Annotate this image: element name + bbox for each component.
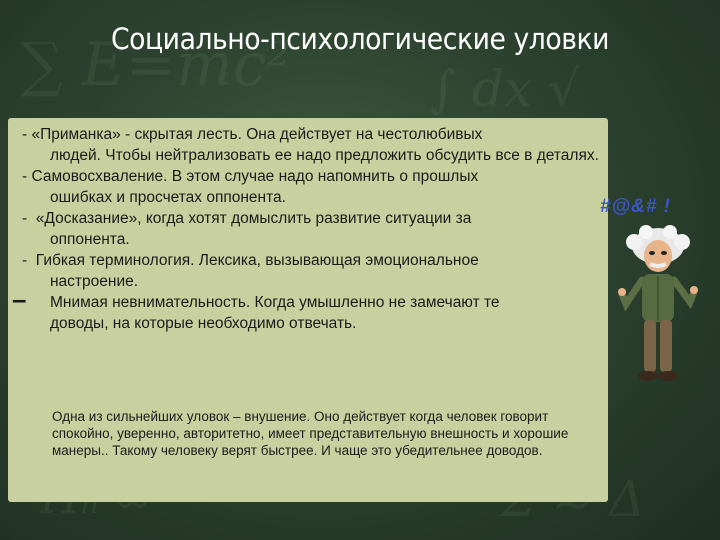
bullet-first-line: Самовосхваление. В этом случае надо напомнить о прошлых [31,168,479,185]
bullet-dash: - [22,168,28,185]
bullet-continuation: людей. Чтобы нейтрализовать ее надо предложить обсудить все в деталях. [50,147,599,164]
note-paragraph: Одна из сильнейших уловок – внушение. Оно действует когда человек говорит спокойно, уверенно, авторитетно, имеет представительную внешность и хорошие манеры.. Такому человеку верят быстрее. И чаще это убедительнее доводов. [52,409,569,458]
chalk-scribble: Δ [609,470,646,528]
bullet-first-line: «Приманка» - скрытая лесть. Она действует на честолюбивых [31,126,483,143]
bullet-dash: - [22,126,28,143]
einstein-cartoon-icon [618,222,698,392]
chalk-scribble: ∑ E=mc² [20,30,291,100]
bullet-dash: - [22,210,28,227]
bullet-dash: – [12,284,27,314]
bullet-continuation: настроение. [50,273,139,290]
bullet-item [12,166,622,208]
bullet-item [12,124,622,166]
slide-title: Социально-психологические уловки [110,22,610,56]
bullet-dash: - [22,252,28,269]
bullet-first-line: Гибкая терминология. Лексика, вызывающая эмоциональное [35,252,479,269]
chalk-scribble: ∫ dx √ [430,60,580,118]
bullet-item [12,250,622,292]
curse-symbols: #@&# ! [600,196,671,217]
bullet-item [12,208,622,250]
bullet-first-line: «Досказание», когда хотят домыслить развитие ситуации за [35,210,472,227]
bullet-continuation: оппонента. [50,231,130,248]
bullet-continuation: доводы, на которые необходимо отвечать. [50,315,357,332]
bullet-first-line: Мнимая невнимательность. Когда умышленно не замечают те [50,294,500,311]
bullet-list [12,124,622,334]
bullet-continuation: ошибках и просчетах оппонента. [50,189,286,206]
bullet-item [12,284,622,334]
